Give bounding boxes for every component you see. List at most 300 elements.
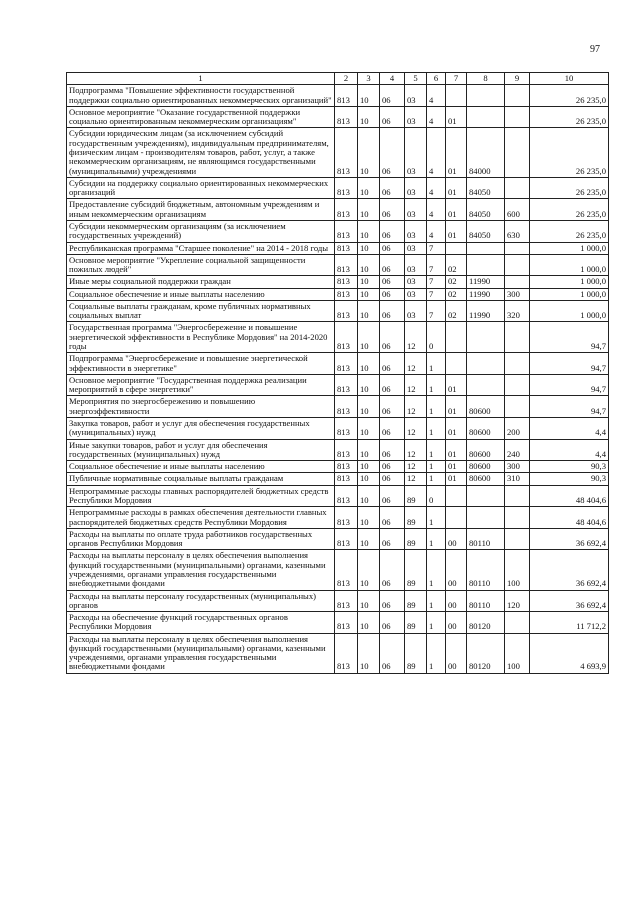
admin-code: 813 <box>335 276 358 288</box>
subsection-code: 06 <box>380 507 405 529</box>
table-row <box>67 507 609 529</box>
section-code: 10 <box>358 612 380 634</box>
expense-type-code <box>505 85 530 107</box>
program-code: 12 <box>405 418 427 440</box>
subprogram-code: 1 <box>427 633 446 673</box>
program-code: 03 <box>405 288 427 300</box>
section-code: 10 <box>358 300 380 322</box>
budget-table <box>66 72 609 674</box>
amount: 4,4 <box>530 418 609 440</box>
subprogram-code: 4 <box>427 128 446 177</box>
direction-code: 11990 <box>467 288 505 300</box>
program-code: 12 <box>405 461 427 473</box>
subsection-code: 06 <box>380 612 405 634</box>
direction-code: 80120 <box>467 633 505 673</box>
event-code <box>446 242 467 254</box>
event-code <box>446 322 467 353</box>
admin-code: 813 <box>335 396 358 418</box>
admin-code: 813 <box>335 507 358 529</box>
subprogram-code: 1 <box>427 612 446 634</box>
subsection-code: 06 <box>380 439 405 461</box>
program-code: 03 <box>405 106 427 128</box>
item-name: Основное мероприятие "Государственная поддержка реализации мероприятий в сфере энергетики" <box>67 374 335 396</box>
subprogram-code: 1 <box>427 550 446 590</box>
direction-code: 80600 <box>467 461 505 473</box>
section-code: 10 <box>358 276 380 288</box>
direction-code: 84000 <box>467 128 505 177</box>
expense-type-code <box>505 374 530 396</box>
amount: 1 000,0 <box>530 288 609 300</box>
section-code: 10 <box>358 590 380 612</box>
expense-type-code: 120 <box>505 590 530 612</box>
header-cell: 9 <box>505 73 530 85</box>
direction-code: 80600 <box>467 439 505 461</box>
item-name: Подпрограмма "Повышение эффективности государственной поддержки социально ориентированных некоммерческих организаций" <box>67 85 335 107</box>
program-code: 03 <box>405 254 427 276</box>
table-row <box>67 612 609 634</box>
subsection-code: 06 <box>380 106 405 128</box>
direction-code: 80600 <box>467 418 505 440</box>
admin-code: 813 <box>335 300 358 322</box>
event-code: 00 <box>446 528 467 550</box>
item-name: Расходы на выплаты персоналу государственных (муниципальных) органов <box>67 590 335 612</box>
subsection-code: 06 <box>380 322 405 353</box>
program-code: 12 <box>405 322 427 353</box>
item-name: Мероприятия по энергосбережению и повышению энергоэффективности <box>67 396 335 418</box>
direction-code <box>467 485 505 507</box>
amount: 4,4 <box>530 439 609 461</box>
item-name: Субсидии на поддержку социально ориентированных некоммерческих организаций <box>67 177 335 199</box>
direction-code: 84050 <box>467 177 505 199</box>
item-name: Социальные выплаты гражданам, кроме публичных нормативных социальных выплат <box>67 300 335 322</box>
event-code: 01 <box>446 396 467 418</box>
subsection-code: 06 <box>380 461 405 473</box>
program-code: 89 <box>405 590 427 612</box>
admin-code: 813 <box>335 128 358 177</box>
item-name: Расходы на обеспечение функций государственных органов Республики Мордовия <box>67 612 335 634</box>
event-code: 01 <box>446 220 467 242</box>
amount: 94,7 <box>530 353 609 375</box>
item-name: Социальное обеспечение и иные выплаты населению <box>67 461 335 473</box>
amount: 36 692,4 <box>530 550 609 590</box>
item-name: Публичные нормативные социальные выплаты гражданам <box>67 473 335 485</box>
direction-code: 80600 <box>467 473 505 485</box>
direction-code <box>467 353 505 375</box>
subprogram-code: 7 <box>427 300 446 322</box>
subprogram-code: 4 <box>427 220 446 242</box>
header-cell: 10 <box>530 73 609 85</box>
program-code: 03 <box>405 199 427 221</box>
subprogram-code: 1 <box>427 418 446 440</box>
direction-code <box>467 106 505 128</box>
table-row <box>67 633 609 673</box>
subprogram-code: 1 <box>427 374 446 396</box>
direction-code: 84050 <box>467 199 505 221</box>
expense-type-code <box>505 507 530 529</box>
program-code: 89 <box>405 507 427 529</box>
expense-type-code: 200 <box>505 418 530 440</box>
amount: 1 000,0 <box>530 254 609 276</box>
subsection-code: 06 <box>380 242 405 254</box>
amount: 94,7 <box>530 374 609 396</box>
subsection-code: 06 <box>380 590 405 612</box>
item-name: Предоставление субсидий бюджетным, автономным учреждениям и иным некоммерческим организациям <box>67 199 335 221</box>
table-row <box>67 128 609 177</box>
subsection-code: 06 <box>380 300 405 322</box>
event-code: 00 <box>446 550 467 590</box>
header-cell: 7 <box>446 73 467 85</box>
event-code: 02 <box>446 300 467 322</box>
amount: 36 692,4 <box>530 590 609 612</box>
program-code: 03 <box>405 276 427 288</box>
section-code: 10 <box>358 633 380 673</box>
item-name: Закупка товаров, работ и услуг для обеспечения государственных (муниципальных) нужд <box>67 418 335 440</box>
event-code: 01 <box>446 128 467 177</box>
subsection-code: 06 <box>380 633 405 673</box>
section-code: 10 <box>358 288 380 300</box>
header-cell: 3 <box>358 73 380 85</box>
admin-code: 813 <box>335 106 358 128</box>
section-code: 10 <box>358 242 380 254</box>
expense-type-code: 600 <box>505 199 530 221</box>
expense-type-code: 300 <box>505 461 530 473</box>
direction-code: 11990 <box>467 300 505 322</box>
item-name: Иные закупки товаров, работ и услуг для обеспечения государственных (муниципальных) нужд <box>67 439 335 461</box>
subsection-code: 06 <box>380 418 405 440</box>
header-cell: 6 <box>427 73 446 85</box>
amount: 26 235,0 <box>530 220 609 242</box>
event-code: 01 <box>446 177 467 199</box>
table-row <box>67 485 609 507</box>
subprogram-code: 7 <box>427 254 446 276</box>
admin-code: 813 <box>335 353 358 375</box>
section-code: 10 <box>358 461 380 473</box>
admin-code: 813 <box>335 242 358 254</box>
expense-type-code <box>505 322 530 353</box>
section-code: 10 <box>358 550 380 590</box>
subsection-code: 06 <box>380 288 405 300</box>
item-name: Подпрограмма "Энергосбережение и повышение энергетической эффективности в энергетике" <box>67 353 335 375</box>
event-code: 01 <box>446 439 467 461</box>
program-code: 12 <box>405 374 427 396</box>
section-code: 10 <box>358 528 380 550</box>
amount: 26 235,0 <box>530 128 609 177</box>
expense-type-code: 630 <box>505 220 530 242</box>
subprogram-code: 1 <box>427 439 446 461</box>
table-row <box>67 220 609 242</box>
subsection-code: 06 <box>380 199 405 221</box>
expense-type-code: 300 <box>505 288 530 300</box>
amount: 1 000,0 <box>530 276 609 288</box>
direction-code: 11990 <box>467 276 505 288</box>
expense-type-code: 310 <box>505 473 530 485</box>
subprogram-code: 7 <box>427 288 446 300</box>
amount: 11 712,2 <box>530 612 609 634</box>
table-row <box>67 300 609 322</box>
expense-type-code: 100 <box>505 633 530 673</box>
table-row <box>67 461 609 473</box>
event-code: 02 <box>446 288 467 300</box>
section-code: 10 <box>358 353 380 375</box>
amount: 90,3 <box>530 461 609 473</box>
header-cell: 2 <box>335 73 358 85</box>
expense-type-code: 100 <box>505 550 530 590</box>
subprogram-code: 1 <box>427 590 446 612</box>
subsection-code: 06 <box>380 374 405 396</box>
direction-code <box>467 254 505 276</box>
section-code: 10 <box>358 85 380 107</box>
event-code: 00 <box>446 633 467 673</box>
expense-type-code <box>505 128 530 177</box>
program-code: 89 <box>405 485 427 507</box>
amount: 94,7 <box>530 396 609 418</box>
admin-code: 813 <box>335 288 358 300</box>
subprogram-code: 4 <box>427 85 446 107</box>
section-code: 10 <box>358 106 380 128</box>
expense-type-code <box>505 254 530 276</box>
direction-code <box>467 242 505 254</box>
subprogram-code: 1 <box>427 461 446 473</box>
admin-code: 813 <box>335 254 358 276</box>
program-code: 03 <box>405 300 427 322</box>
program-code: 03 <box>405 85 427 107</box>
subprogram-code: 1 <box>427 396 446 418</box>
section-code: 10 <box>358 439 380 461</box>
amount: 48 404,6 <box>530 507 609 529</box>
admin-code: 813 <box>335 85 358 107</box>
table-row <box>67 353 609 375</box>
program-code: 03 <box>405 242 427 254</box>
table-row <box>67 473 609 485</box>
admin-code: 813 <box>335 590 358 612</box>
expense-type-code <box>505 528 530 550</box>
admin-code: 813 <box>335 485 358 507</box>
page-number: 97 <box>590 44 600 55</box>
expense-type-code <box>505 276 530 288</box>
item-name: Субсидии некоммерческим организациям (за исключением государственных учреждений) <box>67 220 335 242</box>
item-name: Расходы на выплаты по оплате труда работников государственных органов Республики Мордовия <box>67 528 335 550</box>
item-name: Иные меры социальной поддержки граждан <box>67 276 335 288</box>
section-code: 10 <box>358 396 380 418</box>
amount: 1 000,0 <box>530 242 609 254</box>
table-row <box>67 439 609 461</box>
subsection-code: 06 <box>380 473 405 485</box>
admin-code: 813 <box>335 374 358 396</box>
expense-type-code <box>505 106 530 128</box>
table-row <box>67 177 609 199</box>
table-row <box>67 374 609 396</box>
subprogram-code: 7 <box>427 242 446 254</box>
subprogram-code: 7 <box>427 276 446 288</box>
direction-code: 80600 <box>467 396 505 418</box>
event-code: 02 <box>446 254 467 276</box>
admin-code: 813 <box>335 473 358 485</box>
event-code: 01 <box>446 374 467 396</box>
admin-code: 813 <box>335 612 358 634</box>
amount: 26 235,0 <box>530 85 609 107</box>
amount: 90,3 <box>530 473 609 485</box>
direction-code: 80120 <box>467 612 505 634</box>
amount: 36 692,4 <box>530 528 609 550</box>
event-code: 01 <box>446 473 467 485</box>
amount: 26 235,0 <box>530 199 609 221</box>
item-name: Непрограммные расходы главных распорядителей бюджетных средств Республики Мордовия <box>67 485 335 507</box>
admin-code: 813 <box>335 550 358 590</box>
item-name: Основное мероприятие "Оказание государственной поддержки социально ориентированным некоммерческим организациям" <box>67 106 335 128</box>
program-code: 03 <box>405 220 427 242</box>
program-code: 12 <box>405 439 427 461</box>
program-code: 89 <box>405 633 427 673</box>
section-code: 10 <box>358 473 380 485</box>
program-code: 89 <box>405 528 427 550</box>
table-row <box>67 85 609 107</box>
section-code: 10 <box>358 485 380 507</box>
amount: 94,7 <box>530 322 609 353</box>
subprogram-code: 4 <box>427 177 446 199</box>
subprogram-code: 4 <box>427 106 446 128</box>
section-code: 10 <box>358 128 380 177</box>
table-row <box>67 242 609 254</box>
event-code: 01 <box>446 461 467 473</box>
header-cell: 8 <box>467 73 505 85</box>
admin-code: 813 <box>335 633 358 673</box>
header-cell: 1 <box>67 73 335 85</box>
item-name: Основное мероприятие "Укрепление социальной защищенности пожилых людей" <box>67 254 335 276</box>
section-code: 10 <box>358 322 380 353</box>
program-code: 03 <box>405 128 427 177</box>
admin-code: 813 <box>335 528 358 550</box>
expense-type-code: 240 <box>505 439 530 461</box>
subsection-code: 06 <box>380 485 405 507</box>
subsection-code: 06 <box>380 177 405 199</box>
item-name: Социальное обеспечение и иные выплаты населению <box>67 288 335 300</box>
event-code: 00 <box>446 590 467 612</box>
item-name: Непрограммные расходы в рамках обеспечения деятельности главных распорядителей бюджетных средств Республики Мордовия <box>67 507 335 529</box>
table-row <box>67 288 609 300</box>
direction-code: 84050 <box>467 220 505 242</box>
expense-type-code <box>505 353 530 375</box>
admin-code: 813 <box>335 220 358 242</box>
table-row <box>67 590 609 612</box>
program-code: 89 <box>405 550 427 590</box>
subsection-code: 06 <box>380 220 405 242</box>
admin-code: 813 <box>335 418 358 440</box>
program-code: 12 <box>405 396 427 418</box>
expense-type-code <box>505 612 530 634</box>
table-body <box>67 85 609 673</box>
section-code: 10 <box>358 507 380 529</box>
admin-code: 813 <box>335 199 358 221</box>
header-row <box>67 73 609 85</box>
table-row <box>67 254 609 276</box>
subsection-code: 06 <box>380 396 405 418</box>
program-code: 03 <box>405 177 427 199</box>
subprogram-code: 1 <box>427 507 446 529</box>
direction-code <box>467 85 505 107</box>
table-row <box>67 106 609 128</box>
amount: 26 235,0 <box>530 177 609 199</box>
direction-code <box>467 374 505 396</box>
subprogram-code: 0 <box>427 485 446 507</box>
event-code: 01 <box>446 106 467 128</box>
subsection-code: 06 <box>380 85 405 107</box>
expense-type-code <box>505 242 530 254</box>
amount: 4 693,9 <box>530 633 609 673</box>
subprogram-code: 1 <box>427 528 446 550</box>
admin-code: 813 <box>335 439 358 461</box>
table-row <box>67 550 609 590</box>
table-row <box>67 396 609 418</box>
direction-code <box>467 507 505 529</box>
event-code <box>446 507 467 529</box>
header-cell: 4 <box>380 73 405 85</box>
item-name: Расходы на выплаты персоналу в целях обеспечения выполнения функций государственными (муниципальными) органами, казенными учреждениями, органами управления государственными внебюджетными фондами <box>67 550 335 590</box>
item-name: Государственная программа "Энергосбережение и повышение энергетической эффективности в Республике Мордовия" на 2014-2020 годы <box>67 322 335 353</box>
item-name: Субсидии юридическим лицам (за исключением субсидий государственным учреждениям), индивидуальным предпринимателям, физическим лицам - производителям товаров, работ, услуг, а также некоммерческим организациям, не являющимся государственными (муниципальными) учреждениями <box>67 128 335 177</box>
direction-code: 80110 <box>467 590 505 612</box>
subprogram-code: 1 <box>427 473 446 485</box>
subprogram-code: 0 <box>427 322 446 353</box>
table-row <box>67 528 609 550</box>
subsection-code: 06 <box>380 276 405 288</box>
event-code: 02 <box>446 276 467 288</box>
subsection-code: 06 <box>380 353 405 375</box>
item-name: Республиканская программа "Старшее поколение" на 2014 - 2018 годы <box>67 242 335 254</box>
direction-code <box>467 322 505 353</box>
section-code: 10 <box>358 199 380 221</box>
amount: 48 404,6 <box>530 485 609 507</box>
event-code: 01 <box>446 418 467 440</box>
program-code: 12 <box>405 473 427 485</box>
section-code: 10 <box>358 177 380 199</box>
expense-type-code <box>505 396 530 418</box>
direction-code: 80110 <box>467 550 505 590</box>
expense-type-code <box>505 485 530 507</box>
amount: 1 000,0 <box>530 300 609 322</box>
item-name: Расходы на выплаты персоналу в целях обеспечения выполнения функций государственными (муниципальными) органами, казенными учреждениями, органами управления государственными внебюджетными фондами <box>67 633 335 673</box>
event-code <box>446 485 467 507</box>
section-code: 10 <box>358 418 380 440</box>
table-row <box>67 322 609 353</box>
event-code: 01 <box>446 199 467 221</box>
subsection-code: 06 <box>380 128 405 177</box>
table-row <box>67 418 609 440</box>
table-row <box>67 276 609 288</box>
subsection-code: 06 <box>380 528 405 550</box>
section-code: 10 <box>358 220 380 242</box>
admin-code: 813 <box>335 177 358 199</box>
event-code <box>446 353 467 375</box>
program-code: 12 <box>405 353 427 375</box>
table-row <box>67 199 609 221</box>
admin-code: 813 <box>335 322 358 353</box>
section-code: 10 <box>358 374 380 396</box>
expense-type-code: 320 <box>505 300 530 322</box>
subsection-code: 06 <box>380 550 405 590</box>
amount: 26 235,0 <box>530 106 609 128</box>
section-code: 10 <box>358 254 380 276</box>
subprogram-code: 1 <box>427 353 446 375</box>
direction-code: 80110 <box>467 528 505 550</box>
admin-code: 813 <box>335 461 358 473</box>
event-code: 00 <box>446 612 467 634</box>
program-code: 89 <box>405 612 427 634</box>
subsection-code: 06 <box>380 254 405 276</box>
event-code <box>446 85 467 107</box>
header-cell: 5 <box>405 73 427 85</box>
expense-type-code <box>505 177 530 199</box>
subprogram-code: 4 <box>427 199 446 221</box>
